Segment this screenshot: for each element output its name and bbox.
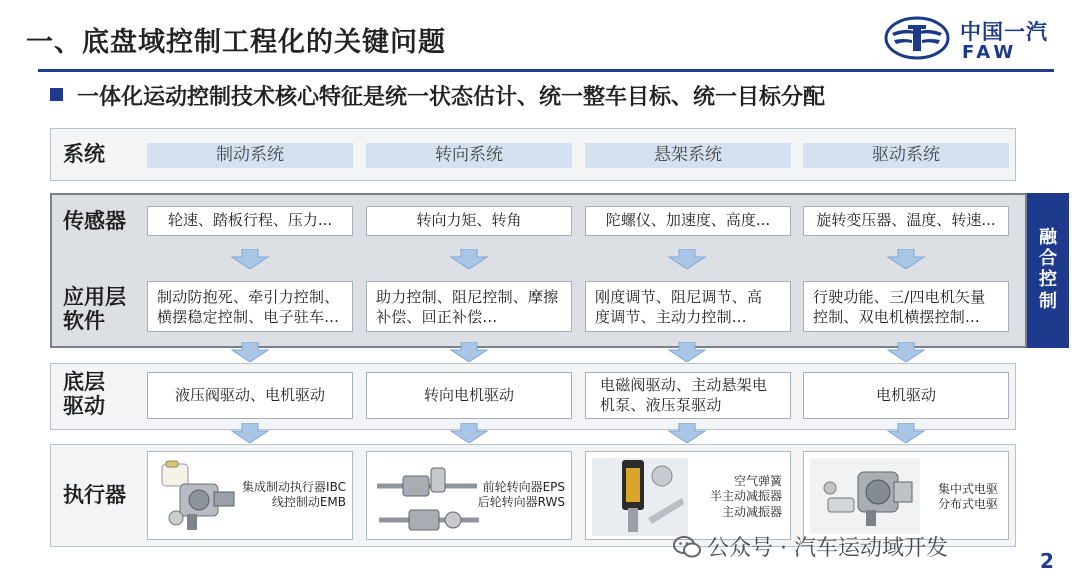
- app-cell-line: 控制、双电机横摆控制...: [813, 307, 980, 326]
- row-label-low-level-drive: [63, 371, 105, 418]
- drive-cell-line: 机泵、液压泵驱动: [600, 395, 722, 414]
- actuator-cell-drive: [803, 451, 1009, 540]
- row-label-drive-line2: 驱动: [63, 393, 105, 418]
- drive-cell-steering: 转向电机驱动: [366, 372, 572, 419]
- arrow-down-icon: [667, 423, 707, 443]
- brake-actuator-illustration: [154, 458, 244, 534]
- fusion-tab-char: 控: [1039, 269, 1057, 291]
- app-cell-line: 度调节、主动力控制...: [595, 307, 747, 326]
- fusion-tab-char: 合: [1039, 248, 1057, 270]
- actuator-label-brake: [242, 480, 346, 511]
- square-bullet-icon: [50, 88, 63, 101]
- column-header-brake: 制动系统: [147, 143, 353, 168]
- app-cell-steering: [366, 281, 572, 332]
- arrow-down-icon: [230, 342, 270, 362]
- arrow-down-icon: [449, 423, 489, 443]
- arrow-down-icon: [449, 249, 489, 269]
- actuator-label-drive: [938, 482, 998, 513]
- arrow-down-icon: [230, 423, 270, 443]
- arrow-down-icon: [449, 342, 489, 362]
- drive-cell-suspension: [585, 372, 791, 419]
- actuator-label-line: 分布式电驱: [937, 497, 998, 512]
- watermark-text: 公众号 · 汽车运动域开发: [707, 536, 948, 561]
- actuator-label-line: 主动减振器: [721, 504, 782, 519]
- actuator-label-line: 线控制动EMB: [271, 495, 346, 510]
- sensor-cell-drive: 旋转变压器、温度、转速...: [803, 206, 1009, 236]
- wechat-icon: [673, 536, 701, 558]
- logo-english-text: FAW: [962, 42, 1018, 63]
- sensor-cell-steering: 转向力矩、转角: [366, 206, 572, 236]
- drive-cell-drive: 电机驱动: [803, 372, 1009, 419]
- app-cell-line: 横摆稳定控制、电子驻车...: [157, 307, 340, 326]
- fusion-control-tab: [1027, 193, 1069, 348]
- fusion-tab-char: 融: [1039, 227, 1057, 248]
- row-label-app-line1: 应用层: [63, 285, 126, 309]
- actuator-cell-steering: [366, 451, 572, 540]
- app-cell-brake: [147, 281, 353, 332]
- actuator-label-line: 空气弹簧: [733, 474, 782, 488]
- column-header-steering: 转向系统: [366, 143, 572, 168]
- slide-title: 一、底盘域控制工程化的关键问题: [26, 27, 446, 58]
- app-cell-line: 助力控制、阻尼控制、摩擦: [376, 288, 559, 306]
- row-label-drive-line1: 底层: [63, 370, 105, 394]
- app-cell-line: 刚度调节、阻尼调节、高: [595, 288, 763, 306]
- app-cell-line: 补偿、回正补偿...: [376, 307, 498, 326]
- actuator-label-line: 集成制动执行器IBC: [242, 480, 346, 494]
- actuator-cell-suspension: [585, 451, 791, 540]
- title-divider: [38, 69, 1054, 72]
- drive-cell-brake: 液压阀驱动、电机驱动: [147, 372, 353, 419]
- row-label-actuator: 执行器: [63, 483, 126, 507]
- app-cell-line: 行驶功能、三/四电机矢量: [813, 288, 986, 306]
- steering-gear-illustration: [373, 458, 485, 534]
- subtitle: [50, 80, 825, 111]
- sensor-cell-suspension: 陀螺仪、加速度、高度...: [585, 206, 791, 236]
- actuator-label-suspension: [710, 474, 782, 520]
- fusion-tab-char: 制: [1039, 290, 1057, 312]
- suspension-damper-illustration: [592, 458, 688, 536]
- actuator-label-line: 半主动减振器: [709, 489, 782, 504]
- arrow-down-icon: [230, 249, 270, 269]
- actuator-label-line: 集中式电驱: [937, 482, 998, 496]
- row-label-app-software: [63, 286, 126, 333]
- row-label-sensor: 传感器: [63, 209, 126, 233]
- drive-cell-line: 电磁阀驱动、主动悬架电: [600, 376, 768, 394]
- actuator-label-line: 后轮转向器RWS: [477, 495, 565, 510]
- subtitle-text: 一体化运动控制技术核心特征是统一状态估计、统一整车目标、统一目标分配: [77, 85, 826, 110]
- actuator-cell-brake: [147, 451, 353, 540]
- actuator-label-line: 前轮转向器EPS: [482, 480, 565, 494]
- app-cell-line: 制动防抱死、牵引力控制、: [157, 288, 340, 306]
- app-cell-drive: [803, 281, 1009, 332]
- row-label-system: 系统: [63, 142, 105, 166]
- row-label-app-line2: 软件: [63, 308, 105, 333]
- faw-logo: [884, 14, 1054, 64]
- app-cell-suspension: [585, 281, 791, 332]
- arrow-down-icon: [886, 342, 926, 362]
- logo-chinese-text: 中国一汽: [960, 20, 1048, 44]
- arrow-down-icon: [886, 249, 926, 269]
- page-number: 2: [1040, 549, 1054, 573]
- faw-emblem-icon: [884, 16, 950, 60]
- arrow-down-icon: [886, 423, 926, 443]
- electric-drive-illustration: [810, 458, 920, 534]
- sensor-cell-brake: 轮速、踏板行程、压力...: [147, 206, 353, 236]
- watermark: [673, 531, 948, 562]
- arrow-down-icon: [667, 342, 707, 362]
- arrow-down-icon: [667, 249, 707, 269]
- actuator-label-steering: [478, 480, 565, 511]
- column-header-drive: 驱动系统: [803, 143, 1009, 168]
- column-header-suspension: 悬架系统: [585, 143, 791, 168]
